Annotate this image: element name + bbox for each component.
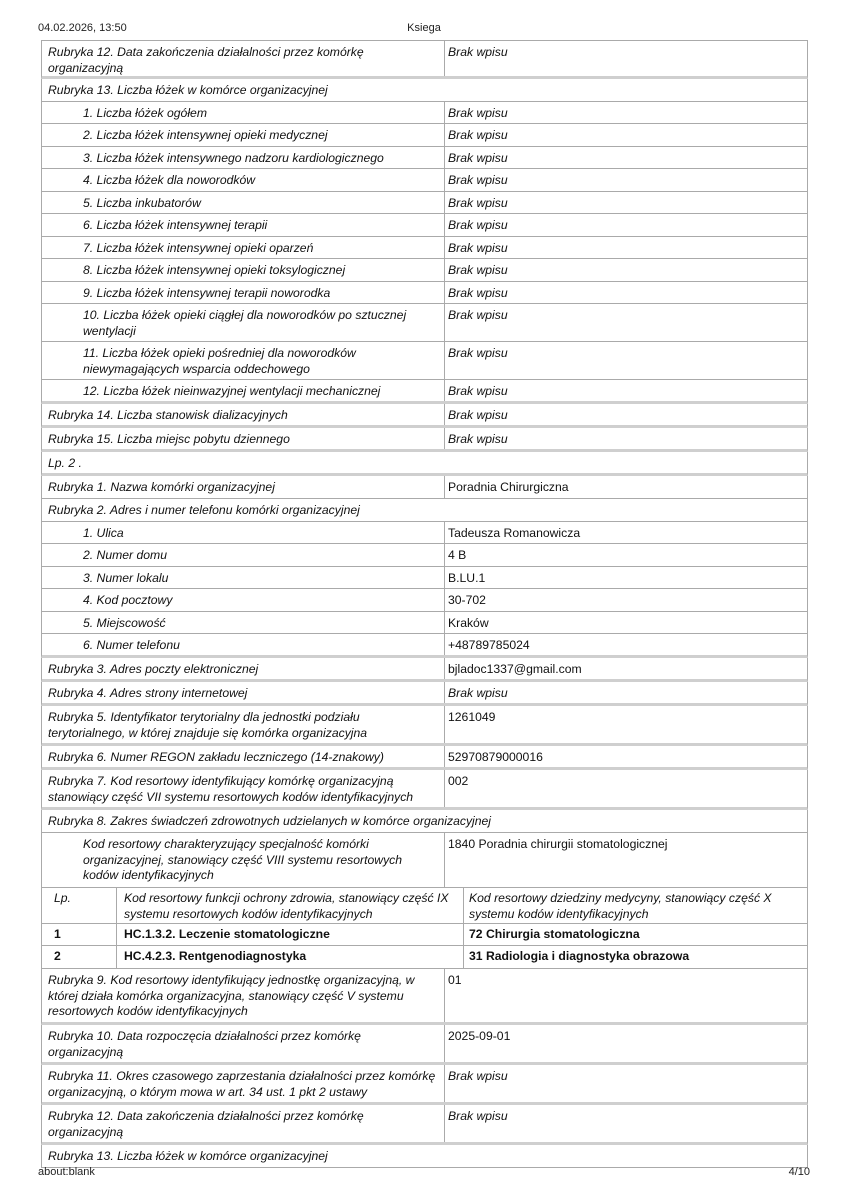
section-row — [41, 499, 808, 522]
domain-code: 72 Chirurgia stomatologiczna — [469, 927, 640, 941]
field-label: Rubryka 12. Data zakończenia działalności przez komórkę organizacyjną — [48, 1109, 364, 1139]
field-label: 1. Liczba łóżek ogółem — [83, 106, 207, 120]
field-row — [41, 1065, 808, 1105]
field-row — [41, 428, 808, 452]
field-label: Rubryka 15. Liczba miejsc pobytu dziennego — [48, 432, 290, 446]
domain-code: 31 Radiologia i diagnostyka obrazowa — [469, 949, 690, 963]
field-row — [41, 169, 808, 192]
field-value: 1261049 — [448, 710, 496, 724]
field-row — [41, 567, 808, 589]
field-value: Brak wpisu — [448, 196, 508, 210]
field-label: 2. Liczba łóżek intensywnej opieki medycznej — [83, 128, 328, 142]
field-label: Kod resortowy charakteryzujący specjalność komórki organizacyjnej, stanowiący część VIII systemu resortowych kodów identyfikacyjnych — [83, 837, 403, 882]
field-label: Rubryka 9. Kod resortowy identyfikujący jednostkę organizacyjną, w której działa komórka organizacyjna, stanowiący część V systemu resortowych kodów identyfikacyjnych — [48, 973, 415, 1018]
field-label: Rubryka 5. Identyfikator terytorialny dla jednostki podziału terytorialnego, w której znajduje się komórka organizacyjna — [48, 710, 368, 740]
field-row — [41, 214, 808, 237]
field-label: 3. Numer lokalu — [83, 571, 169, 585]
column-header-domain-code: Kod resortowy dziedziny medycyny, stanowiący część X systemu kodów identyfikacyjnych — [469, 891, 772, 921]
field-label: Rubryka 14. Liczba stanowisk dializacyjnych — [48, 408, 288, 422]
field-label: Rubryka 1. Nazwa komórki organizacyjnej — [48, 480, 275, 494]
field-value: +48789785024 — [448, 638, 530, 652]
section-row — [41, 1145, 808, 1168]
field-value: Brak wpisu — [448, 384, 508, 398]
field-value: Brak wpisu — [448, 241, 508, 255]
field-row — [41, 969, 808, 1025]
field-row — [41, 544, 808, 567]
field-value: Brak wpisu — [448, 173, 508, 187]
field-value: Brak wpisu — [448, 308, 508, 322]
field-label: Rubryka 7. Kod resortowy identyfikujący komórkę organizacyjną stanowiący część VII systemu resortowych kodów identyfikacyjnych — [48, 774, 414, 804]
field-value: Brak wpisu — [448, 151, 508, 165]
field-row — [41, 658, 808, 682]
field-row — [41, 612, 808, 634]
row-number: 1 — [54, 927, 61, 941]
print-datetime: 04.02.2026, 13:50 — [38, 22, 127, 34]
function-code: HC.4.2.3. Rentgenodiagnostyka — [124, 949, 307, 963]
field-label: 10. Liczba łóżek opieki ciągłej dla noworodków po sztucznej wentylacji — [83, 308, 407, 338]
field-label: 3. Liczba łóżek intensywnego nadzoru kardiologicznego — [83, 151, 384, 165]
entry-number-row — [41, 452, 808, 476]
field-row — [41, 746, 808, 770]
field-row — [41, 124, 808, 147]
section-label: Rubryka 13. Liczba łóżek w komórce organizacyjnej — [48, 1149, 328, 1163]
entry-number: Lp. 2 . — [48, 456, 82, 470]
field-value: Brak wpisu — [448, 106, 508, 120]
page-footer — [38, 1166, 810, 1180]
field-value: Brak wpisu — [448, 432, 508, 446]
field-row — [41, 476, 808, 499]
field-label: 4. Kod pocztowy — [83, 593, 173, 607]
section-label: Rubryka 8. Zakres świadczeń zdrowotnych udzielanych w komórce organizacyjnej — [48, 814, 492, 828]
field-value: 52970879000016 — [448, 750, 543, 764]
field-label: 11. Liczba łóżek opieki pośredniej dla noworodków niewymagających wsparcia oddechowego — [83, 346, 356, 376]
field-value: Brak wpisu — [448, 1109, 508, 1123]
section-row — [41, 79, 808, 102]
field-value: Brak wpisu — [448, 128, 508, 142]
field-value: 002 — [448, 774, 469, 788]
field-value: 30-702 — [448, 593, 486, 607]
field-row — [41, 589, 808, 612]
field-row — [41, 147, 808, 169]
field-row — [41, 634, 808, 658]
field-row — [41, 682, 808, 706]
section-row — [41, 810, 808, 833]
field-label: 5. Miejscowość — [83, 616, 166, 630]
field-row — [41, 259, 808, 282]
field-row — [41, 1025, 808, 1065]
field-label: 5. Liczba inkubatorów — [83, 196, 201, 210]
field-row — [41, 192, 808, 214]
field-value: B.LU.1 — [448, 571, 486, 585]
field-label: Rubryka 10. Data rozpoczęcia działalności przez komórkę organizacyjną — [48, 1029, 361, 1059]
field-label: Rubryka 6. Numer REGON zakładu leczniczego (14-znakowy) — [48, 750, 384, 764]
field-label: 2. Numer domu — [83, 548, 167, 562]
field-value: Brak wpisu — [448, 1069, 508, 1083]
field-label: 9. Liczba łóżek intensywnej terapii noworodka — [83, 286, 331, 300]
field-row — [41, 282, 808, 304]
field-label: 6. Numer telefonu — [83, 638, 180, 652]
field-label: Rubryka 3. Adres poczty elektronicznej — [48, 662, 259, 676]
field-value: Kraków — [448, 616, 489, 630]
field-value: 01 — [448, 973, 462, 987]
field-value: Brak wpisu — [448, 218, 508, 232]
function-code: HC.1.3.2. Leczenie stomatologiczne — [124, 927, 330, 941]
field-row — [41, 41, 808, 79]
services-table — [41, 888, 808, 969]
section-label: Rubryka 2. Adres i numer telefonu komórki organizacyjnej — [48, 503, 360, 517]
field-value: Tadeusza Romanowicza — [448, 526, 581, 540]
page-header — [38, 22, 810, 36]
section-label: Rubryka 13. Liczba łóżek w komórce organizacyjnej — [48, 83, 328, 97]
field-label: 1. Ulica — [83, 526, 124, 540]
field-value: 1840 Poradnia chirurgii stomatologicznej — [448, 837, 668, 851]
field-row — [41, 706, 808, 746]
field-row — [41, 380, 808, 404]
table-header-row — [42, 888, 807, 924]
column-header-lp: Lp. — [54, 891, 71, 905]
field-label: 7. Liczba łóżek intensywnej opieki oparzeń — [83, 241, 314, 255]
registry-table — [41, 40, 808, 1168]
page-url: about:blank — [38, 1166, 95, 1178]
field-row — [41, 102, 808, 124]
field-value: Brak wpisu — [448, 408, 508, 422]
field-value: Poradnia Chirurgiczna — [448, 480, 569, 494]
field-row — [41, 237, 808, 259]
field-label: Rubryka 12. Data zakończenia działalności przez komórkę organizacyjną — [48, 45, 364, 75]
field-row — [41, 770, 808, 810]
field-label: Rubryka 11. Okres czasowego zaprzestania działalności przez komórkę organizacyjną, o którym mowa w art. 34 ust. 1 pkt 2 ustawy — [48, 1069, 436, 1099]
field-label: Rubryka 4. Adres strony internetowej — [48, 686, 248, 700]
field-value: 4 B — [448, 548, 467, 562]
field-value: Brak wpisu — [448, 686, 508, 700]
field-label: 12. Liczba łóżek nieinwazyjnej wentylacji mechanicznej — [83, 384, 381, 398]
field-row — [41, 1105, 808, 1145]
page-number: 4/10 — [788, 1166, 810, 1178]
table-row — [42, 946, 807, 968]
field-value: bjladoc1337@gmail.com — [448, 662, 582, 676]
field-label: 8. Liczba łóżek intensywnej opieki toksylogicznej — [83, 263, 346, 277]
field-label: 4. Liczba łóżek dla noworodków — [83, 173, 256, 187]
field-row — [41, 404, 808, 428]
field-value: Brak wpisu — [448, 346, 508, 360]
column-header-function-code: Kod resortowy funkcji ochrony zdrowia, stanowiący część IX systemu resortowych kodów identyfikacyjnych — [124, 891, 449, 921]
field-row — [41, 304, 808, 342]
table-row — [42, 924, 807, 946]
field-row — [41, 522, 808, 544]
page-title: Ksiega — [407, 22, 441, 34]
row-number: 2 — [54, 949, 61, 963]
field-label: 6. Liczba łóżek intensywnej terapii — [83, 218, 268, 232]
field-row — [41, 833, 808, 888]
field-value: Brak wpisu — [448, 45, 508, 59]
field-value: Brak wpisu — [448, 286, 508, 300]
field-value: Brak wpisu — [448, 263, 508, 277]
field-row — [41, 342, 808, 380]
field-value: 2025-09-01 — [448, 1029, 511, 1043]
